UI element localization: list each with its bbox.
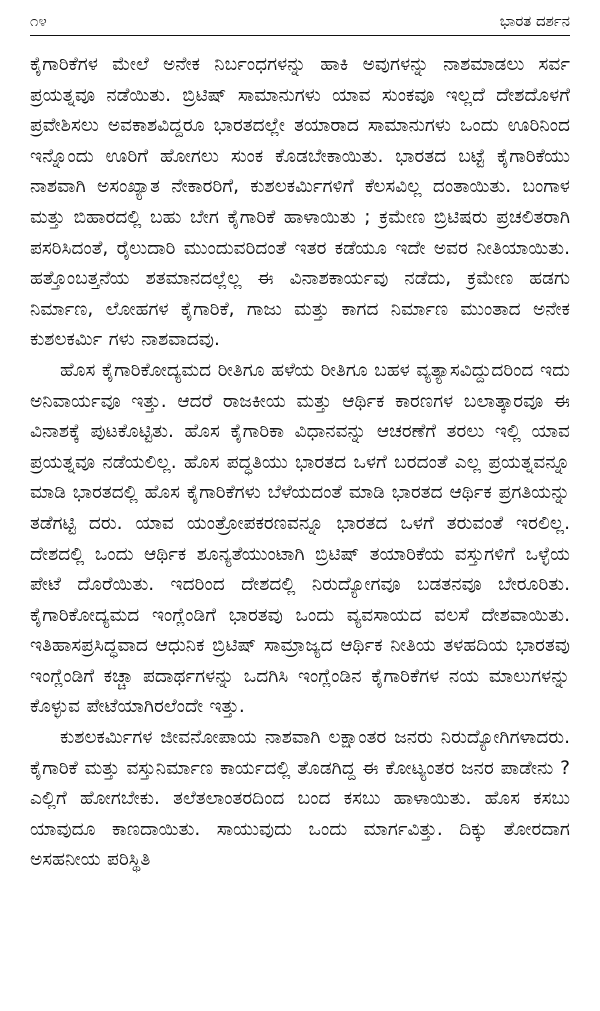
header-rule (30, 35, 570, 36)
page-number: ೧೪ (30, 12, 47, 30)
paragraph-2: ಹೊಸ ಕೈಗಾರಿಕೋದ್ಯಮದ ರೀತಿಗೂ ಹಳೆಯ ರೀತಿಗೂ ಬಹಳ ವ್ಯತ್ಯಾಸವಿದ್ದುದರಿಂದ ಇದು ಅನಿವಾರ್ಯವೂ ಇತ್ತು. ಆದರೆ ರಾಜಕೀಯ ಮತ್ತು ಆರ್ಥಿಕ ಕಾರಣಗಳ ಬಲಾತ್ಕಾರವೂ ಈ ವಿನಾಶಕ್ಕೆ ಪುಟಕೊಟ್ಟಿತು. ಹೊಸ ಕೈಗಾರಿಕಾ ವಿಧಾನವನ್ನು ಆಚರಣೆಗೆ ತರಲು ಇಲ್ಲಿ ಯಾವ ಪ್ರಯತ್ನವೂ ನಡೆಯಲಿಲ್ಲ. ಹೊಸ ಪದ್ಧತಿಯು ಭಾರತದ ಒಳಗೆ ಬರದಂತೆ ಎಲ್ಲ ಪ್ರಯತ್ನವನ್ನೂ ಮಾಡಿ ಭಾರತದಲ್ಲಿ ಹೊಸ ಕೈಗಾರಿಕೆಗಳು ಬೆಳೆಯದಂತೆ ಮಾಡಿ ಭಾರತದ ಆರ್ಥಿಕ ಪ್ರಗತಿಯನ್ನು ತಡೆಗಟ್ಟಿ ದರು. ಯಾವ ಯಂತ್ರೋಪಕರಣವನ್ನೂ ಭಾರತದ ಒಳಗೆ ತರುವಂತೆ ಇರಲಿಲ್ಲ. ದೇಶದಲ್ಲಿ ಒಂದು ಆರ್ಥಿಕ ಶೂನ್ಯತೆಯುಂಟಾಗಿ ಬ್ರಿಟಿಷ್ ತಯಾರಿಕೆಯ ವಸ್ತುಗಳಿಗೆ ಒಳ್ಳೆಯ ಪೇಟೆ ದೊರೆಯಿತು. ಇದರಿಂದ ದೇಶದಲ್ಲಿ ನಿರುದ್ಯೋಗವೂ ಬಡತನವೂ ಬೇರೂರಿತು. ಕೈಗಾರಿಕೋದ್ಯಮದ ಇಂಗ್ಲೆಂಡಿಗೆ ಭಾರತವು ಒಂದು ವ್ಯವಸಾಯದ ವಲಸೆ ದೇಶವಾಯಿತು. ಇತಿಹಾಸಪ್ರಸಿದ್ಧವಾದ ಆಧುನಿಕ ಬ್ರಿಟಿಷ್ ಸಾಮ್ರಾಜ್ಯದ ಆರ್ಥಿಕ ನೀತಿಯ ತಳಹದಿಯ ಭಾರತವು ಇಂಗ್ಲೆಂಡಿಗೆ ಕಚ್ಚಾ ಪದಾರ್ಥಗಳನ್ನು ಒದಗಿಸಿ ಇಂಗ್ಲೆಂಡಿನ ಕೈಗಾರಿಕೆಗಳ ನಯ ಮಾಲುಗಳನ್ನು ಕೊಳ್ಳುವ ಪೇಟೆಯಾಗಿರಲೆಂದೇ ಇತ್ತು. (30, 359, 570, 718)
paragraph-3: ಕುಶಲಕರ್ಮಿಗಳ ಜೀವನೋಪಾಯ ನಾಶವಾಗಿ ಲಕ್ಷಾಂತರ ಜನರು ನಿರುದ್ಯೋಗಿಗಳಾದರು. ಕೈಗಾರಿಕೆ ಮತ್ತು ವಸ್ತುನಿರ್ಮಾಣ ಕಾರ್ಯದಲ್ಲಿ ತೊಡಗಿದ್ದ ಈ ಕೋಟ್ಯಂತರ ಜನರ ಪಾಡೇನು ? ಎಲ್ಲಿಗೆ ಹೋಗಬೇಕು. ತಲೆತಲಾಂತರದಿಂದ ಬಂದ ಕಸಬು ಹಾಳಾಯಿತು. ಹೊಸ ಕಸಬು ಯಾವುದೂ ಕಾಣದಾಯಿತು. ಸಾಯುವುದು ಒಂದು ಮಾರ್ಗವಿತ್ತು. ದಿಕ್ಕು ತೋರದಾಗ ಅಸಹನೀಯ ಪರಿಸ್ಥಿತಿ (30, 727, 570, 871)
running-title: ಭಾರತ ದರ್ಶನ (499, 12, 570, 30)
page-header (30, 8, 570, 38)
paragraph-1: ಕೈಗಾರಿಕೆಗಳ ಮೇಲೆ ಅನೇಕ ನಿರ್ಬಂಧಗಳನ್ನು ಹಾಕಿ ಅವುಗಳನ್ನು ನಾಶಮಾಡಲು ಸರ್ವ ಪ್ರಯತ್ನವೂ ನಡೆಯಿತು. ಬ್ರಿಟಿಷ್ ಸಾಮಾನುಗಳು ಯಾವ ಸುಂಕವೂ ಇಲ್ಲದೆ ದೇಶದೊಳಗೆ ಪ್ರವೇಶಿಸಲು ಅವಕಾಶವಿದ್ದರೂ ಭಾರತದಲ್ಲೇ ತಯಾರಾದ ಸಾಮಾನುಗಳು ಒಂದು ಊರಿನಿಂದ ಇನ್ನೊಂದು ಊರಿಗೆ ಹೋಗಲು ಸುಂಕ ಕೊಡಬೇಕಾಯಿತು. ಭಾರತದ ಬಟ್ಟೆ ಕೈಗಾರಿಕೆಯು ನಾಶವಾಗಿ ಅಸಂಖ್ಯಾತ ನೇಕಾರರಿಗೆ, ಕುಶಲಕರ್ಮಿಗಳಿಗೆ ಕೆಲಸವಿಲ್ಲ ದಂತಾಯಿತು. ಬಂಗಾಳ ಮತ್ತು ಬಿಹಾರದಲ್ಲಿ ಬಹು ಬೇಗ ಕೈಗಾರಿಕೆ ಹಾಳಾಯಿತು ; ಕ್ರಮೇಣ ಬ್ರಿಟಿಷರು ಪ್ರಚಲಿತರಾಗಿ ಪಸರಿಸಿದಂತೆ, ರೈಲುದಾರಿ ಮುಂದುವರಿದಂತೆ ಇತರ ಕಡೆಯೂ ಇದೇ ಅವರ ನೀತಿಯಾಯಿತು. ಹತ್ತೊಂಬತ್ತನೆಯ ಶತಮಾನದಲ್ಲೆಲ್ಲ ಈ ವಿನಾಶಕಾರ್ಯವು ನಡೆದು, ಕ್ರಮೇಣ ಹಡಗು ನಿರ್ಮಾಣ, ಲೋಹಗಳ ಕೈಗಾರಿಕೆ, ಗಾಜು ಮತ್ತು ಕಾಗದ ನಿರ್ಮಾಣ ಮುಂತಾದ ಅನೇಕ ಕುಶಲಕರ್ಮಿ ಗಳು ನಾಶವಾದವು. (30, 54, 570, 351)
body-text (30, 50, 570, 876)
